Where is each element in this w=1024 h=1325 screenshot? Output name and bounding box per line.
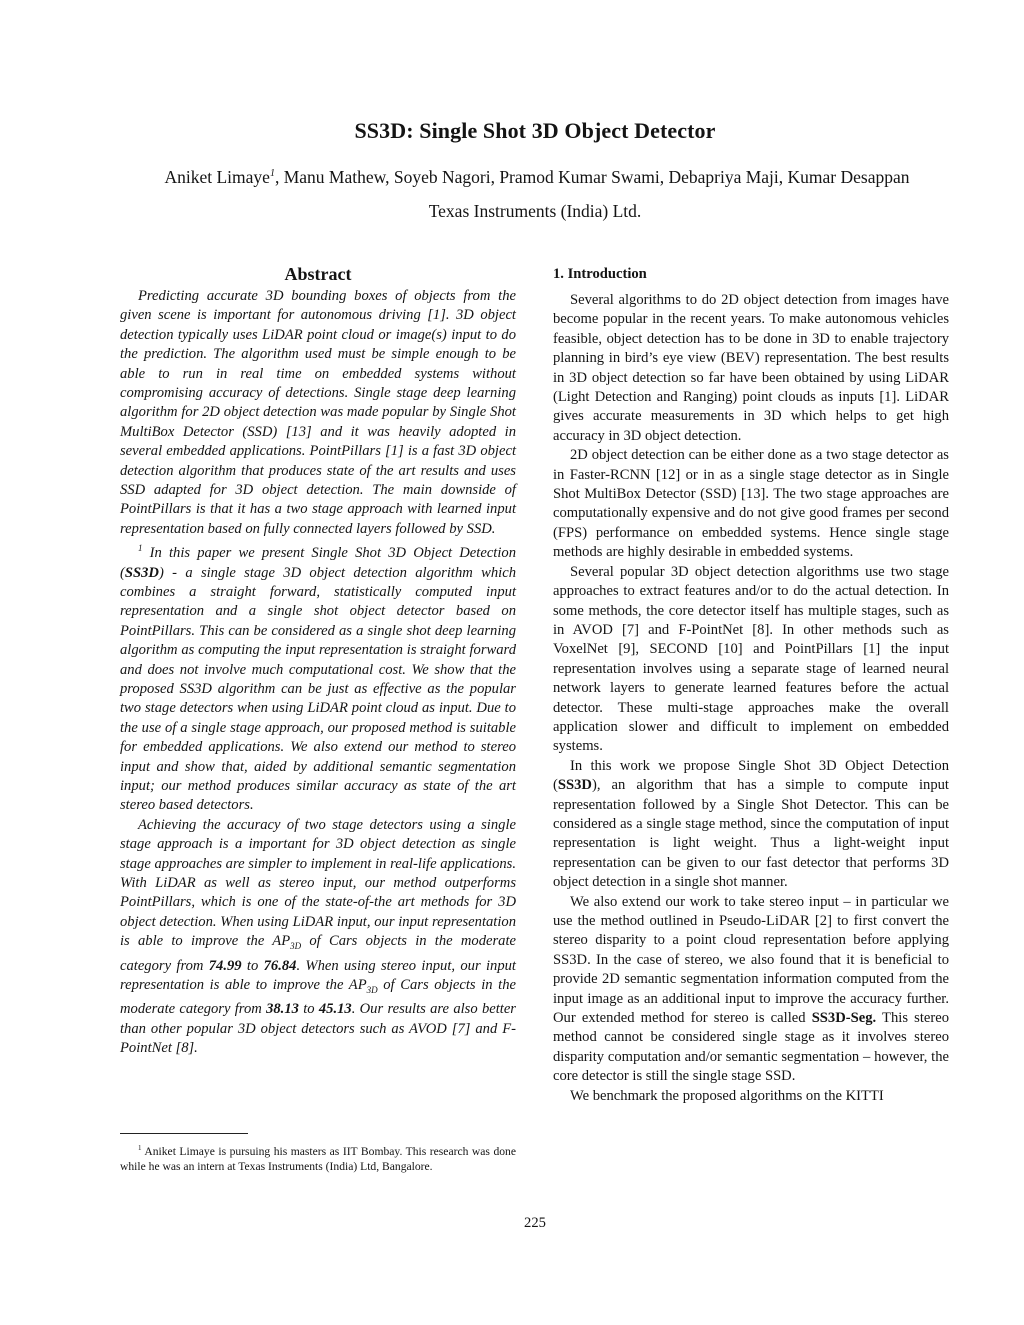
ss3d-term: SS3D <box>557 777 592 794</box>
intro-paragraph-5: We also extend our work to take stereo input – in particular we use the method outlined in Pseudo-LiDAR [2] to first convert the stereo disparity to a point cloud representation before applying SS3D. In the case of stereo, we also found that it is beneficial to provide 2D semantic segmentation information computed from the input image as an additional input to improve the accuracy further. Our extended method for stereo is called SS3D-Seg. This stereo method cannot be considered single stage as it involves stereo disparity computation and/or semantic segmentation – however, the core detector is still the single stage SSD. <box>553 893 949 1085</box>
abstract-footnote-mark: 1 <box>138 543 143 554</box>
author-list <box>108 167 966 188</box>
introduction-heading: 1. Introduction <box>553 266 647 282</box>
first-author: Aniket Limaye <box>164 167 270 187</box>
intro-paragraph-1: Several algorithms to do 2D object detection from images have become popular in the recent years. To make autonomous vehicles feasible, object detection has to be done in 3D to enable trajectory planning in bird’s eye view (BEV) representation. The best results in 3D object detection so far have been obtained by using LiDAR (Light Detection and Ranging) point clouds as inputs [1]. LiDAR gives accurate measurements in 3D which helps to get high accuracy in 3D object detection. <box>553 292 949 444</box>
intro-paragraph-4: In this work we propose Single Shot 3D Object Detection (SS3D), an algorithm that has a simple to compute input representation followed by a Single Shot Detector. This can be considered as a single stage method, since the computation of input representation is light weight. Thus a light-weight input representation can be given to our fast detector that performs 3D object detection in a single shot manner. <box>553 757 949 891</box>
metric-value: 74.99 <box>208 957 242 974</box>
footnote-text: Aniket Limaye is pursuing his masters as IIT Bombay. This research was done while he was an intern at Texas Instruments (India) Ltd, Bangalore. <box>120 1144 516 1174</box>
abstract-paragraph-1: Predicting accurate 3D bounding boxes of objects from the given scene is important for autonomous driving [1]. 3D object detection typically uses LiDAR point cloud or image(s) input to do the prediction. The algorithm used must be simple enough to be able to run in real time on embedded systems without compromising accuracy of detections. Single stage deep learning algorithm for 2D object detection was made popular by Single Shot MultiBox Detector (SSD) [13] and it was heavily adopted in several embedded applications. PointPillars [1] is a fast 3D object detection algorithm that produces state of the art results and uses SSD adapted for 3D object detection. The main downside of PointPillars is that it has a two stage approach with learned input representation based on fully connected layers followed by SSD. <box>120 288 516 537</box>
intro-paragraph-6: We benchmark the proposed algorithms on the KITTI <box>570 1087 884 1104</box>
metric-value: 38.13 <box>266 1001 299 1018</box>
abstract-heading: Abstract <box>284 264 352 284</box>
ss3d-seg-term: SS3D-Seg. <box>811 1010 877 1027</box>
other-authors: , Manu Mathew, Soyeb Nagori, Pramod Kumar Swami, Debapriya Maji, Kumar Desappan <box>274 167 910 187</box>
abstract-section <box>120 261 516 1059</box>
intro-paragraph-2: 2D object detection can be either done as a two stage detector as in Faster-RCNN [12] or in as a single stage detector as in Single Shot MultiBox Detector (SSD) [13]. The two stage approaches are computationally expensive and do not give good frames per second (FPS) performance on embedded systems. Hence single stage methods are highly desirable in embedded systems. <box>553 447 949 561</box>
introduction-section <box>553 261 949 1106</box>
footnote-mark: 1 <box>138 1144 142 1152</box>
intro-paragraph-3: Several popular 3D object detection algorithms use two stage approaches to extract features and/or to do the actual detection. In some methods, the core detector itself has multiple stages, such as in AVOD [7] and F-PointNet [8]. In other methods such as VoxelNet [9], SECOND [10] and PointPillars [1] the input representation involves using a separate stage of learned neural network layers to generate learned features before the actual detector. These multi-stage approaches make the overall application slower and difficult to implement on embedded systems. <box>553 563 949 755</box>
abstract-paragraph-3: Achieving the accuracy of two stage detectors using a single stage approach is a important for 3D object detection as single stage approaches are simpler to implement in real-life applications. With LiDAR as well as stereo input, our method outperforms PointPillars, which is one of the state-of-the art methods for 3D object detection. When using LiDAR input, our input representation is able to improve the $AP_{3D}$ of Cars objects in the moderate category from 74.99 to 76.84. When using stereo input, our input representation is able to improve the $AP_{3D}$ of Cars objects in the moderate category from 38.13 to 45.13. Our results are also better than other popular 3D object detectors such as AVOD [7] and F-PointNet [8]. <box>120 816 517 1057</box>
footnote-divider <box>120 1133 248 1134</box>
abstract-paragraph-2: $^1$ In this paper we present Single Shot 3D Object Detection (SS3D) - a single stage 3D object detection algorithm which combines a straight forward, statistically computed input representation and a single shot object detector based on PointPillars. This can be considered as a single shot deep learning algorithm as computing the input representation is straight forward and does not involve much computational cost. We show that the proposed SS3D algorithm can be just as effective as the popular two stage detectors when using LiDAR point cloud as input. Due to the use of a single stage approach, our proposed method is suitable for embedded applications. We also extend our method to stereo input and show that, aided by additional semantic segmentation input; our method produces similar accuracy as state of the art stereo based detectors. <box>120 543 516 814</box>
affiliation: Texas Instruments (India) Ltd. <box>428 201 642 221</box>
page-number: 225 <box>524 1215 546 1231</box>
paper-title: SS3D: Single Shot 3D Object Detector <box>354 118 716 143</box>
footnote <box>120 1141 516 1175</box>
ss3d-term: SS3D <box>124 564 159 581</box>
author-footnote-mark: 1 <box>269 168 275 180</box>
metric-value: 76.84 <box>263 957 297 974</box>
metric-value: 45.13 <box>318 1001 352 1018</box>
